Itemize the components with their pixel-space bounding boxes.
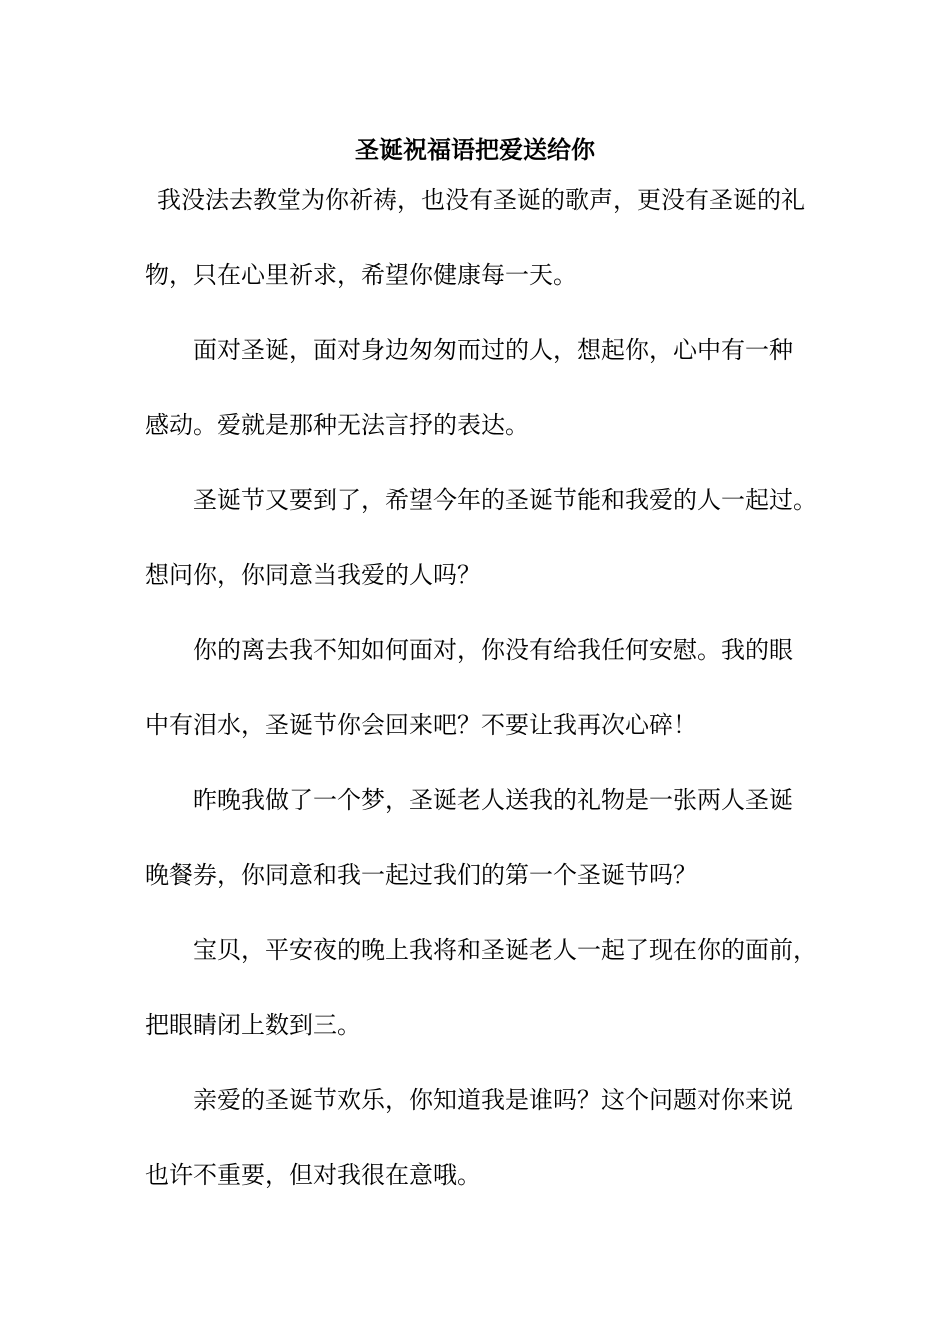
paragraph-1-line-2: 物，只在心里祈求，希望你健康每一天。 [145, 261, 577, 289]
paragraph-2-line-1: 面对圣诞，面对身边匆匆而过的人，想起你，心中有一种 [193, 336, 793, 364]
paragraph-7-line-1: 亲爱的圣诞节欢乐，你知道我是谁吗？这个问题对你来说 [193, 1086, 793, 1114]
paragraph-6-line-2: 把眼睛闭上数到三。 [145, 1011, 361, 1039]
paragraph-1-line-1: 我没法去教堂为你祈祷，也没有圣诞的歌声，更没有圣诞的礼 [157, 186, 805, 214]
paragraph-4-line-2: 中有泪水，圣诞节你会回来吧？不要让我再次心碎！ [145, 711, 697, 739]
paragraph-7-line-2: 也许不重要，但对我很在意哦。 [145, 1161, 481, 1189]
paragraph-3-line-2: 想问你，你同意当我爱的人吗？ [145, 561, 481, 589]
paragraph-2-line-2: 感动。爱就是那种无法言抒的表达。 [145, 411, 529, 439]
paragraph-6-line-1: 宝贝，平安夜的晚上我将和圣诞老人一起了现在你的面前， [193, 936, 817, 964]
paragraph-5-line-1: 昨晚我做了一个梦，圣诞老人送我的礼物是一张两人圣诞 [193, 786, 793, 814]
document-title: 圣诞祝福语把爱送给你 [355, 135, 595, 164]
paragraph-5-line-2: 晚餐券，你同意和我一起过我们的第一个圣诞节吗？ [145, 861, 697, 889]
paragraph-4-line-1: 你的离去我不知如何面对，你没有给我任何安慰。我的眼 [193, 636, 793, 664]
paragraph-3-line-1: 圣诞节又要到了，希望今年的圣诞节能和我爱的人一起过。 [193, 486, 817, 514]
